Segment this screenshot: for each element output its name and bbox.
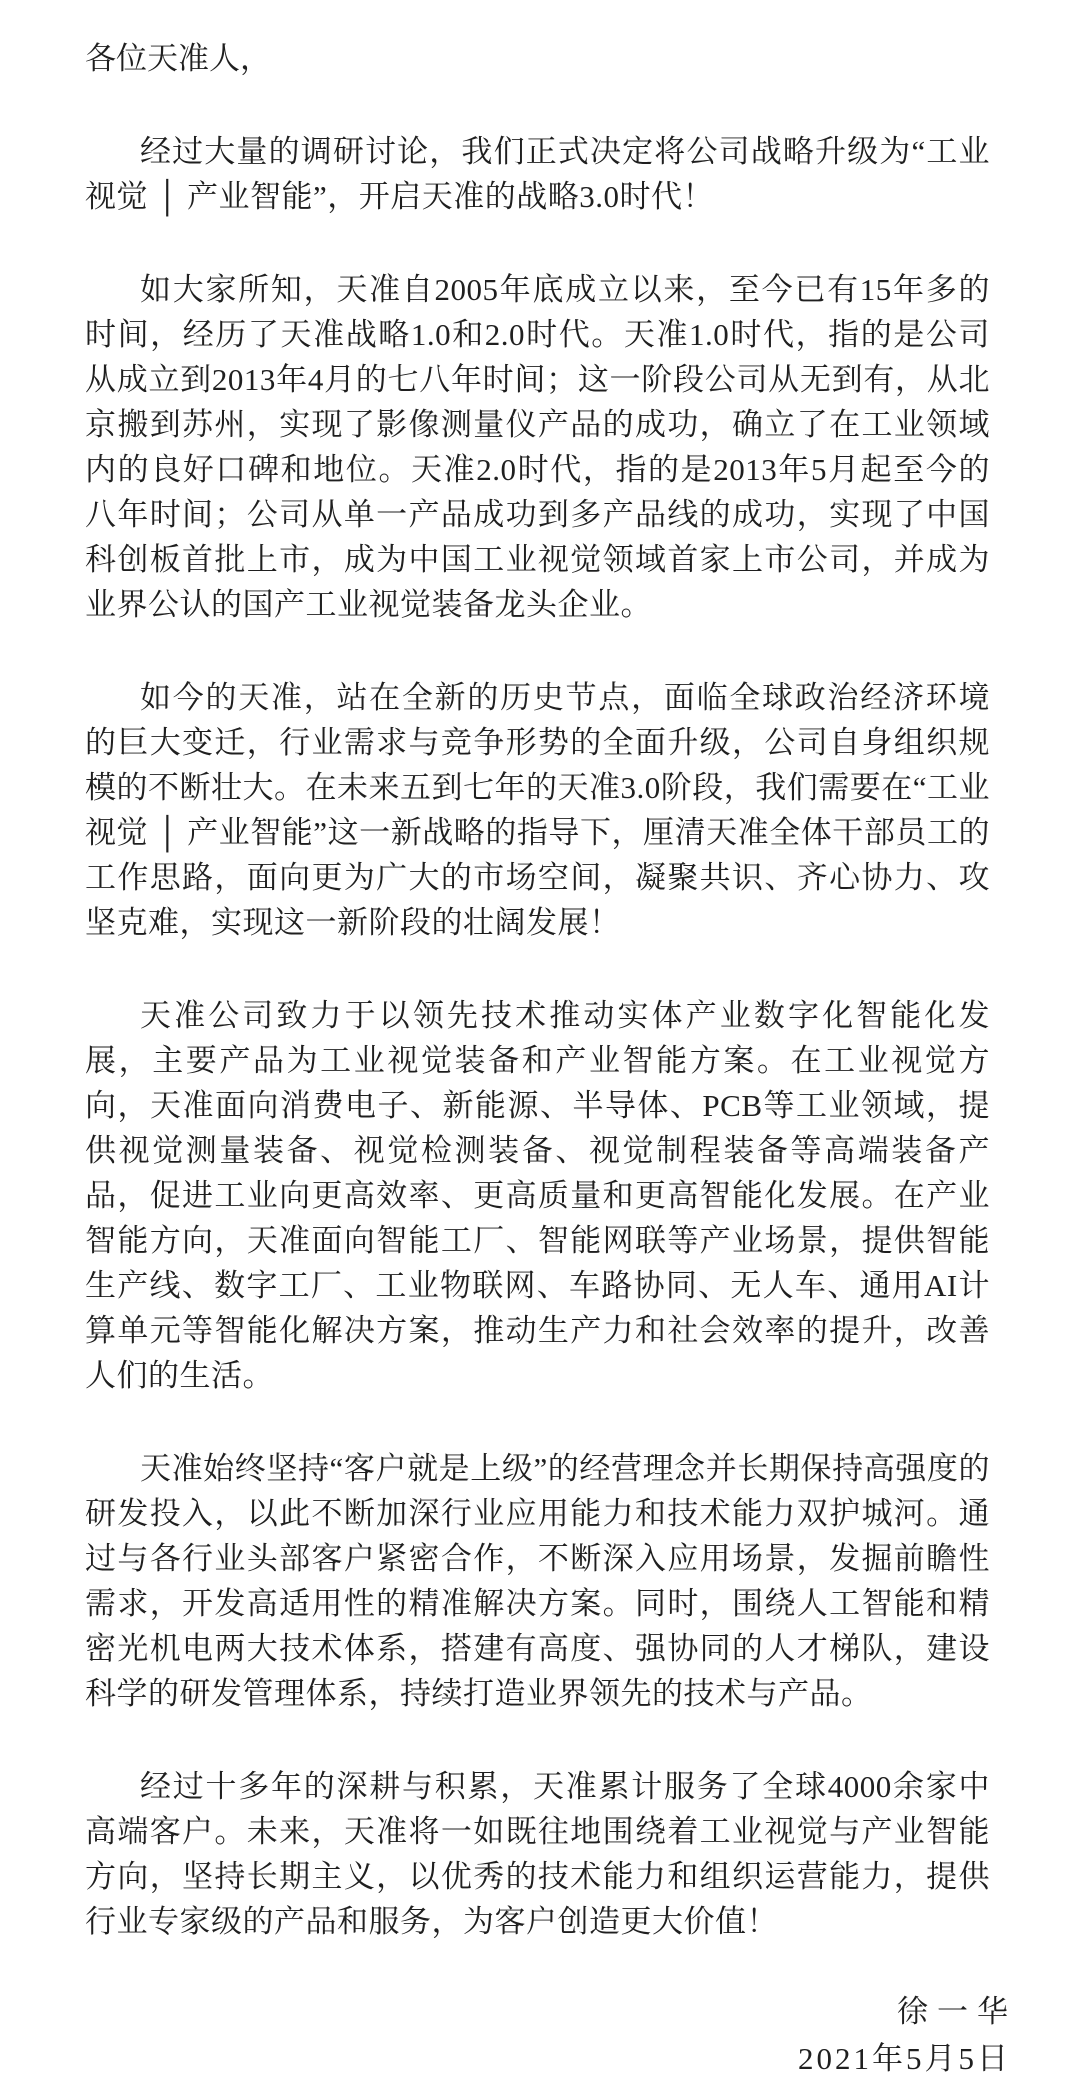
signature-date: 2021年5月5日 [798,2041,1011,2076]
paragraph-products-directions: 天准公司致力于以领先技术推动实体产业数字化智能化发展，主要产品为工业视觉装备和产业智能方案。在工业视觉方向，天准面向消费电子、新能源、半导体、PCB等工业领域，提供视觉测量装备、视觉检测装备、视觉制程装备等高端装备产品，促进工业向更高效率、更高质量和更高智能化发展。在产业智能方向，天准面向智能工厂、智能网联等产业场景，提供智能生产线、数字工厂、工业物联网、车路协同、无人车、通用AI计算单元等智能化解决方案，推动生产力和社会效率的提升，改善人们的生活。 [85,998,990,1393]
salutation: 各位天准人， [85,41,271,76]
signature-block [85,1989,1017,2081]
paragraph-strategy-upgrade: 经过大量的调研讨论，我们正式决定将公司战略升级为“工业视觉 │ 产业智能”，开启天准的战略3.0时代！ [85,134,990,214]
paragraph-history-1-2: 如大家所知，天准自2005年底成立以来，至今已有15年多的时间，经历了天准战略1.0和2.0时代。天准1.0时代，指的是公司从成立到2013年4月的七八年时间；这一阶段公司从无到有，从北京搬到苏州，实现了影像测量仪产品的成功，确立了在工业领域内的良好口碑和地位。天准2.0时代，指的是2013年5月起至今的八年时间；公司从单一产品成功到多产品线的成功，实现了中国科创板首批上市，成为中国工业视觉领域首家上市公司，并成为业界公认的国产工业视觉装备龙头企业。 [85,272,990,622]
paragraph-customers-future: 经过十多年的深耕与积累，天准累计服务了全球4000余家中高端客户。未来，天准将一如既往地围绕着工业视觉与产业智能方向，坚持长期主义，以优秀的技术能力和组织运营能力，提供行业专家级的产品和服务，为客户创造更大价值！ [85,1769,990,1939]
paragraph-rd-philosophy: 天准始终坚持“客户就是上级”的经营理念并长期保持高强度的研发投入，以此不断加深行业应用能力和技术能力双护城河。通过与各行业头部客户紧密合作，不断深入应用场景，发掘前瞻性需求，开发高适用性的精准解决方案。同时，围绕人工智能和精密光机电两大技术体系，搭建有高度、强协同的人才梯队，建设科学的研发管理体系，持续打造业界领先的技术与产品。 [85,1451,990,1711]
signature-name: 徐一华 [897,1994,1017,2029]
paragraph-new-stage-3: 如今的天准，站在全新的历史节点，面临全球政治经济环境的巨大变迁，行业需求与竞争形势的全面升级，公司自身组织规模的不断壮大。在未来五到七年的天准3.0阶段，我们需要在“工业视觉 │ 产业智能”这一新战略的指导下，厘清天准全体干部员工的工作思路，面向更为广大的市场空间，凝聚共识、齐心协力、攻坚克难，实现这一新阶段的壮阔发展！ [85,680,991,940]
